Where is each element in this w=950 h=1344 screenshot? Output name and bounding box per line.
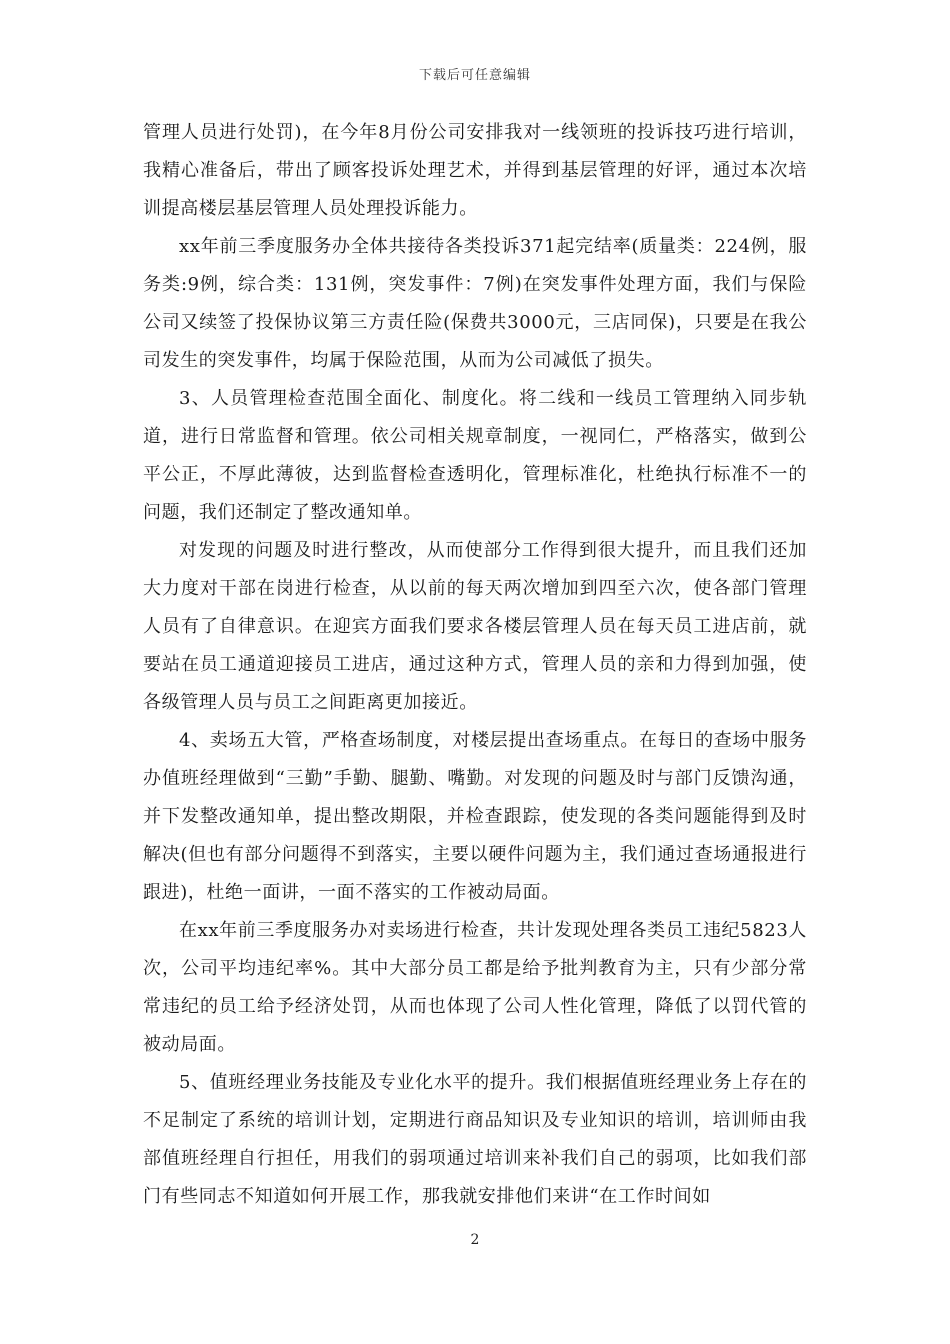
paragraph-violations-stats: 在xx年前三季度服务办对卖场进行检查，共计发现处理各类员工违纪5823人次，公司平均违纪率%。其中大部分员工都是给予批判教育为主，只有少部分常常违纪的员工给予经济处罚，从而也体现了公司人性化管理，降低了以罚代管的被动局面。 <box>143 920 807 1055</box>
paragraph-item-4: 4、卖场五大管，严格查场制度，对楼层提出查场重点。在每日的查场中服务办值班经理做到“三勤”手勤、腿勤、嘴勤。对发现的问题及时与部门反馈沟通，并下发整改通知单，提出整改期限，并检查跟踪，使发现的各类问题能得到及时解决(但也有部分问题得不到落实，主要以硬件问题为主，我们通过查场通报进行跟进)，杜绝一面讲，一面不落实的工作被动局面。 <box>143 730 807 903</box>
paragraph-item-3: 3、人员管理检查范围全面化、制度化。将二线和一线员工管理纳入同步轨道，进行日常监督和管理。依公司相关规章制度，一视同仁，严格落实，做到公平公正，不厚此薄彼，达到监督检查透明化，管理标准化，杜绝执行标准不一的问题，我们还制定了整改通知单。 <box>143 388 807 523</box>
page-number: 2 <box>470 1232 480 1248</box>
paragraph-rectification: 对发现的问题及时进行整改，从而使部分工作得到很大提升，而且我们还加大力度对干部在岗进行检查，从以前的每天两次增加到四至六次，使各部门管理人员有了自律意识。在迎宾方面我们要求各楼层管理人员在每天员工进店前，就要站在员工通道迎接员工进店，通过这种方式，管理人员的亲和力得到加强，使各级管理人员与员工之间距离更加接近。 <box>143 540 807 713</box>
paragraph-complaints-stats: xx年前三季度服务办全体共接待各类投诉371起完结率(质量类：224例，服务类:9例，综合类：131例，突发事件：7例)在突发事件处理方面，我们与保险公司又续签了投保协议第三方责任险(保费共3000元，三店同保)，只要是在我公司发生的突发事件，均属于保险范围，从而为公司减低了损失。 <box>143 236 807 371</box>
paragraph-continuation: 管理人员进行处罚)，在今年8月份公司安排我对一线领班的投诉技巧进行培训，我精心准备后，带出了顾客投诉处理艺术，并得到基层管理的好评，通过本次培训提高楼层基层管理人员处理投诉能力。 <box>143 122 807 219</box>
page-header: 下载后可任意编辑 <box>418 68 531 83</box>
paragraph-item-5: 5、值班经理业务技能及专业化水平的提升。我们根据值班经理业务上存在的不足制定了系统的培训计划，定期进行商品知识及专业知识的培训，培训师由我部值班经理自行担任，用我们的弱项通过培训来补我们自己的弱项，比如我们部门有些同志不知道如何开展工作，那我就安排他们来讲“在工作时间如 <box>143 1072 807 1207</box>
document-body <box>143 114 807 1216</box>
